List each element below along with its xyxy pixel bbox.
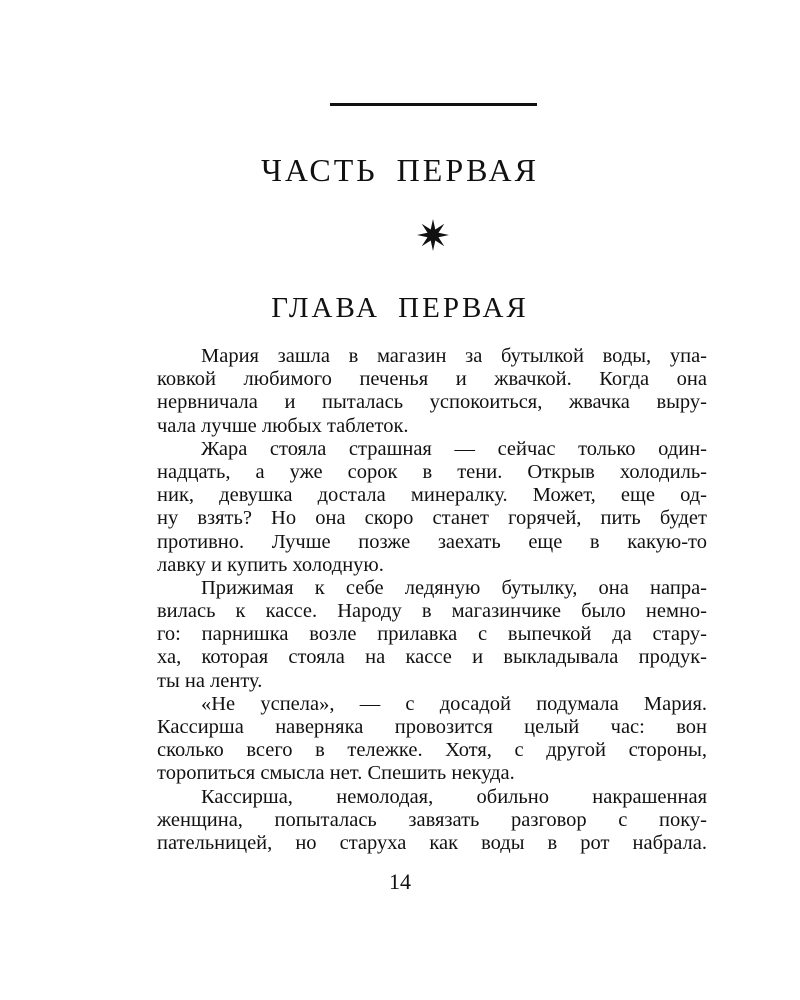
text-line: противно. Лучше позже заехать еще в какую-то <box>157 530 707 553</box>
text-line: надцать, а уже сорок в тени. Открыв холодиль- <box>157 460 707 483</box>
text-line: торопиться смысла нет. Спешить некуда. <box>157 762 515 785</box>
text-line: Мария зашла в магазин за бутылкой воды, упа- <box>201 345 707 367</box>
text-line: Прижимая к себе ледяную бутылку, она напра- <box>201 576 707 599</box>
text-line: ник, девушка достала минералку. Может, еще од- <box>157 484 707 507</box>
text-line: женщина, попыталась завязать разговор с поку- <box>157 808 707 831</box>
text-line: пательницей, но старуха как воды в рот набрала. <box>157 831 707 854</box>
part-title: ЧАСТЬ ПЕРВАЯ <box>261 152 539 188</box>
text-line: Жара стояла страшная — сейчас только один- <box>201 437 707 460</box>
text-line: ну взять? Но она скоро станет горячей, пить будет <box>157 507 707 530</box>
text-line: ковкой любимого печенья и жвачкой. Когда она <box>157 368 707 391</box>
page-number: 14 <box>389 869 411 894</box>
text-line: го: парнишка возле прилавка с выпечкой да стару- <box>157 623 707 646</box>
text-line: ха, которая стояла на кассе и выкладывала продук- <box>157 646 707 669</box>
text-line: сколько всего в тележке. Хотя, с другой стороны, <box>157 739 707 762</box>
star-burst-icon <box>416 218 450 252</box>
text-line: вилась к кассе. Народу в магазинчике было немно- <box>157 600 707 623</box>
body-text <box>157 345 707 855</box>
text-line: ты на ленту. <box>157 669 263 692</box>
text-line: лавку и купить холодную. <box>157 553 384 576</box>
text-line: «Не успела», — с досадой подумала Мария. <box>201 692 707 715</box>
text-line: Кассирша наверняка провозится целый час: вон <box>157 716 707 738</box>
chapter-title: ГЛАВА ПЕРВАЯ <box>271 292 529 324</box>
top-rule <box>330 103 537 106</box>
text-line: чала лучше любых таблеток. <box>157 414 409 437</box>
text-line: Кассирша, немолодая, обильно накрашенная <box>201 785 707 808</box>
text-line: нервничала и пыталась успокоиться, жвачка выру- <box>157 391 707 414</box>
